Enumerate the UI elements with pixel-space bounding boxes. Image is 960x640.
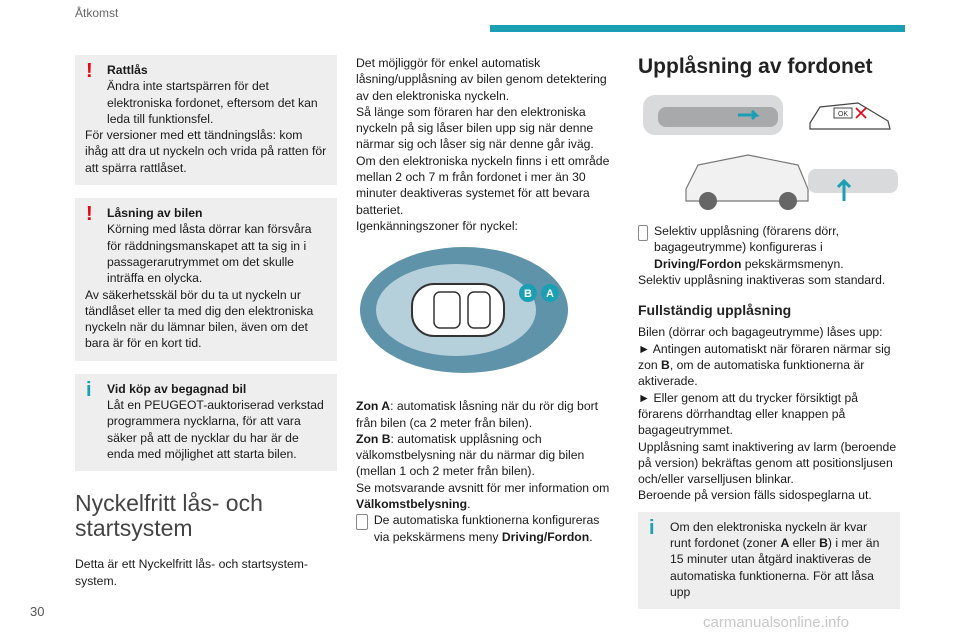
warning-icon: !: [86, 60, 93, 82]
selective-unlock-note: Selektiv upplåsning (förarens dörr, bagageutrymme) konfigureras i Driving/Fordon pekskärmsmenyn.: [638, 223, 900, 272]
intro-text: Detta är ett Nyckelfritt lås- och startsystem-system.: [75, 557, 308, 588]
reference-text: Se motsvarande avsnitt för mer information om Välkomstbelysning.: [356, 480, 610, 512]
box-text-2: Av säkerhetsskäl bör du ta ut nyckeln ur tändlåset eller ta med dig den elektroniska nyckeln när du lämnar bilen, även om det bara är för en kort tid.: [85, 287, 314, 351]
box-text: Körning med låsta dörrar kan försvåra för räddningsmanskapet att ta sig in i passagerarutrymmet om det skulle inträffa en olycka.: [107, 222, 312, 286]
bullet-item: ► Antingen automatiskt när föraren närmar sig zon B, om de automatiska funktionerna är aktiverade.: [638, 341, 891, 389]
section-heading: Upplåsning av fordonet: [638, 55, 873, 78]
subheading: Fullständig upplåsning: [638, 302, 792, 319]
door-handle-image: [643, 95, 783, 135]
paragraph: Bilen (dörrar och bagageutrymme) låses upp:: [638, 325, 883, 340]
paragraph: Så länge som föraren har den elektroniska nyckeln på sig låser bilen upp sig när denne närmar sig och låser sig när denne går iväg.: [356, 104, 594, 152]
warning-box-steering-lock: [75, 55, 337, 185]
warning-icon: !: [86, 203, 93, 226]
car-top-view-icon: [412, 284, 504, 336]
info-box-used-car: [75, 374, 337, 471]
box-title: Låsning av bilen: [107, 206, 203, 221]
paragraph: Upplåsning samt inaktivering av larm (beroende på version) bekräftas genom att positionsljusen och/eller varselljusen blinkar.: [638, 439, 897, 487]
column-right: [638, 55, 900, 622]
box-title: Vid köp av begagnad bil: [107, 381, 247, 396]
info-icon: i: [86, 378, 92, 401]
section-heading: Nyckelfritt lås- och startsystem: [75, 490, 263, 542]
bullet-item: ► Eller genom att du trycker försiktigt på förarens dörrhandtag eller knappen på bagageutrymmet.: [638, 390, 859, 438]
zone-b-letter: B: [524, 288, 532, 301]
paragraph: Selektiv upplåsning inaktiveras som standard.: [638, 272, 886, 287]
warning-box-locking: [75, 198, 337, 361]
paragraph: Igenkänningszoner för nyckel:: [356, 218, 518, 233]
zone-b-description: Zon B: automatisk upplåsning och välkomstbelysning när du närmar dig bilen (mellan 1 och 2 meter från bilen).: [356, 431, 585, 479]
paragraph: Om den elektroniska nyckeln finns i ett område mellan 2 och 7 m från fordonet i mer än 30 minuter deaktiveras systemet för att bevara batteriet.: [356, 153, 610, 217]
ok-label: OK: [837, 111, 849, 118]
info-box-auto-disable: i Om den elektroniska nyckeln är kvar runt fordonet (zoner A eller B) i mer än 15 minuter utan åtgärd inaktiveras de automatiska funktionerna. För att låsa upp: [638, 512, 900, 609]
column-middle: [356, 55, 618, 545]
watermark: carmanualsonline.info: [703, 614, 849, 631]
page-number: 30: [30, 604, 45, 619]
car-side-icon: [810, 103, 890, 129]
paragraph: Det möjliggör för enkel automatisk låsning/upplåsning av bilen genom detektering av den elektroniska nyckeln.: [356, 56, 607, 103]
zone-a-letter: A: [546, 288, 554, 301]
section-title: Åtkomst: [75, 6, 119, 20]
car-rear-image: [686, 155, 808, 210]
column-left: [75, 55, 337, 589]
zone-a-description: Zon A: automatisk låsning när du rör dig bort från bilen (ca 2 meter från bilen).: [356, 399, 599, 430]
box-text: Låt en PEUGEOT-auktoriserad verkstad programmera nycklarna, för att vara säker på att de nycklar du har är de enda med möjlighet att starta bilen.: [107, 398, 324, 461]
car-menu-icon: [638, 225, 648, 241]
info-icon: i: [649, 516, 655, 539]
tailgate-button-image: [808, 169, 898, 201]
header-accent-bar: [490, 25, 905, 32]
key-zone-diagram: [356, 240, 618, 390]
unlock-illustration: [638, 93, 900, 213]
box-text-2: För versioner med ett tändningslås: kom ihåg att dra ut nyckeln och vrida på ratten för att spärra rattlåset.: [85, 128, 327, 175]
car-menu-icon: [356, 514, 368, 530]
touchscreen-note: De automatiska funktionerna konfigureras via pekskärmens meny Driving/Fordon.: [356, 512, 618, 545]
box-title: Rattlås: [107, 63, 148, 77]
box-text: Ändra inte startspärren för det elektroniska fordonet, eftersom det kan leda till funktionsfel.: [107, 79, 318, 126]
paragraph: Beroende på version fälls sidospeglarna ut.: [638, 488, 872, 503]
